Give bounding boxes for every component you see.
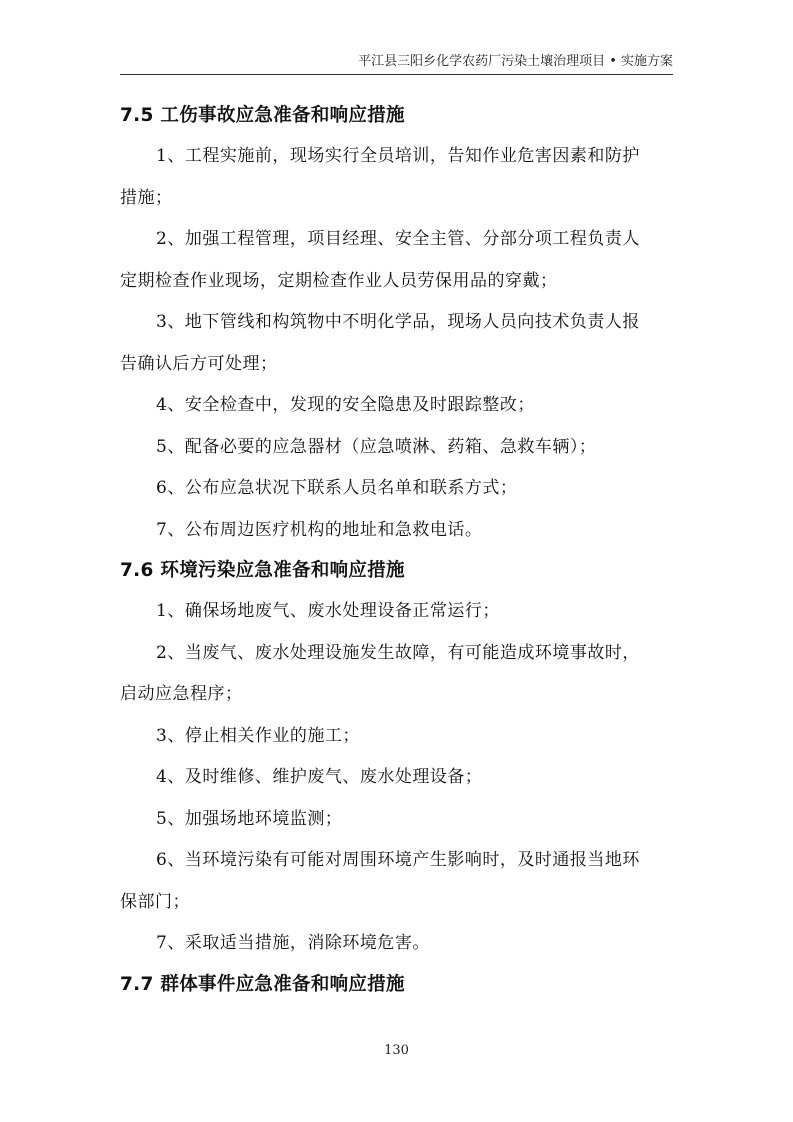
paragraph: 1、确保场地废气、废水处理设备正常运行； [156,601,500,621]
paragraph-line: 6、当环境污染有可能对周围环境产生影响时，及时通报当地环 [156,850,640,870]
paragraph [120,840,673,923]
page-number: 130 [384,1043,409,1058]
paragraph-line: 告确认后方可处理； [120,353,278,374]
paragraph-line: 3、地下管线和构筑物中不明化学品，现场人员向技术负责人报 [156,312,640,332]
paragraph: 3、停止相关作业的施工； [156,725,360,746]
paragraph: 7、采取适当措施，消除环境危害。 [156,933,430,953]
paragraph [120,219,673,302]
paragraph [120,633,673,716]
paragraph-line: 启动应急程序； [120,684,243,704]
paragraph: 6、公布应急状况下联系人员名单和联系方式； [156,478,518,498]
paragraph [120,136,673,219]
paragraph-line: 措施； [120,187,173,208]
document-body [120,96,673,1005]
paragraph-line: 保部门； [120,891,190,912]
section-heading-7-6: 7.6 环境污染应急准备和响应措施 [120,560,405,581]
paragraph-line: 2、加强工程管理，项目经理、安全主管、分部分项工程负责人 [156,229,640,249]
paragraph: 5、加强场地环境监测； [156,808,343,829]
paragraph-line: 2、当废气、废水处理设施发生故障，有可能造成环境事故时， [156,642,640,663]
paragraph [120,302,673,385]
paragraph: 4、及时维修、维护废气、废水处理设备； [156,767,483,787]
paragraph: 7、公布周边医疗机构的地址和急救电话。 [156,519,483,540]
paragraph-line: 1、工程实施前，现场实行全员培训，告知作业危害因素和防护 [156,146,640,166]
section-heading-7-5: 7.5 工伤事故应急准备和响应措施 [120,105,405,126]
paragraph: 5、配备必要的应急器材（应急喷淋、药箱、急救车辆）； [156,436,597,457]
paragraph: 4、安全检查中，发现的安全隐患及时跟踪整改； [156,395,535,415]
section-heading-7-7: 7.7 群体事件应急准备和响应措施 [120,973,405,995]
header-rule [120,74,673,75]
running-header: 平江县三阳乡化学农药厂污染土壤治理项目 • 实施方案 [358,54,673,69]
paragraph-line: 定期检查作业现场，定期检查作业人员劳保用品的穿戴； [120,270,558,291]
